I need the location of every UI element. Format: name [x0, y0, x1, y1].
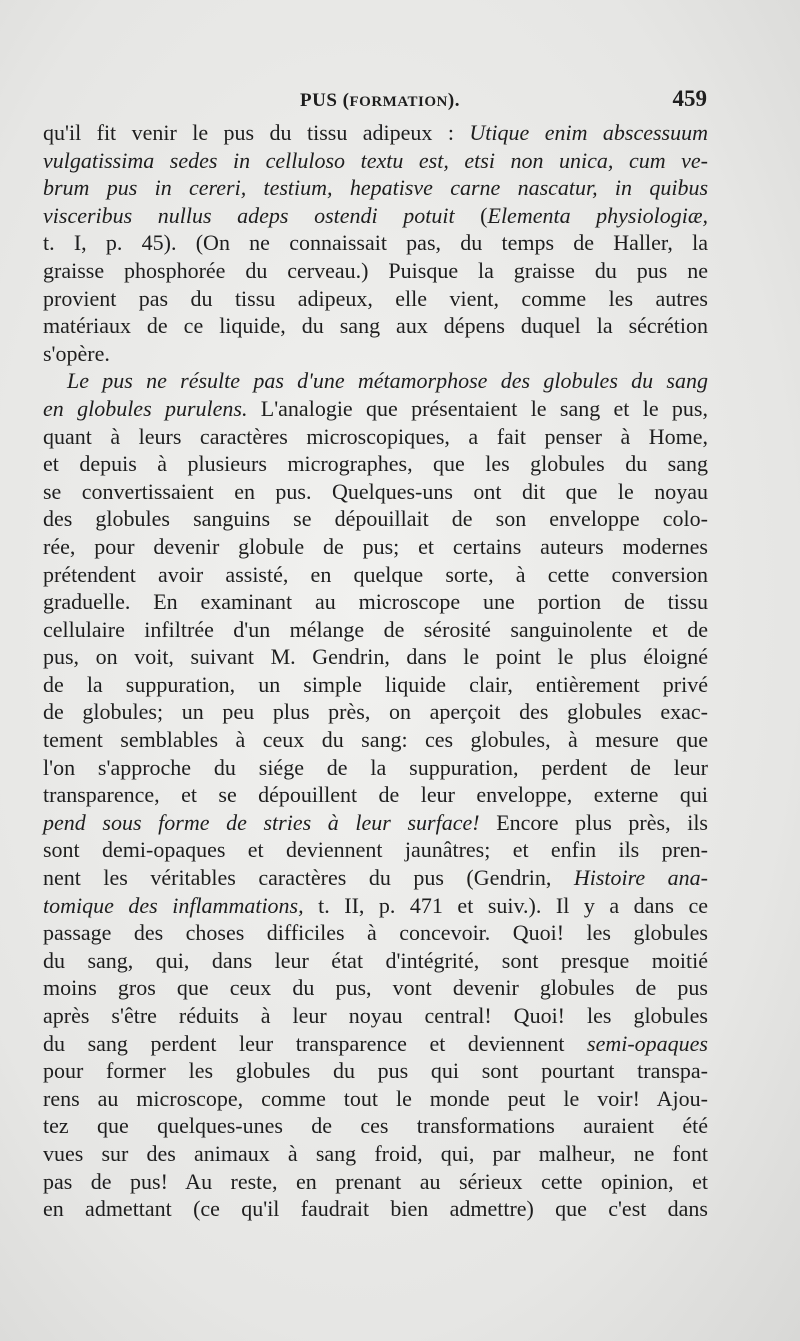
- text-line: qu'il fit venir le pus du tissu adipeux : Utique enim abscessuum: [43, 120, 709, 145]
- text-line: vues sur des animaux à sang froid, qui, par malheur, ne font: [43, 1140, 708, 1166]
- text-line: transparence, et se dépouillent de leur enveloppe, externe qui: [43, 782, 708, 808]
- text-line: s'opère.: [43, 340, 110, 366]
- text-line: matériaux de ce liquide, du sang aux dépens duquel la sécrétion: [43, 313, 708, 339]
- text-line: brum pus in cereri, testium, hepatisve carne nascatur, in quibus: [43, 175, 708, 201]
- page-number: 459: [672, 86, 707, 111]
- running-title-main: PUS (: [300, 90, 350, 111]
- text-line: du sang, qui, dans leur état d'intégrité, sont presque moitié: [43, 947, 708, 973]
- text-line: l'on s'approche du siége de la suppuration, perdent de leur: [43, 754, 708, 780]
- text-line: moins gros que ceux du pus, vont devenir globules de pus: [43, 975, 708, 1001]
- text-line: des globules sanguins se dépouillait de son enveloppe colo-: [43, 506, 708, 532]
- text-line: cellulaire infiltrée d'un mélange de sérosité sanguinolente et de: [43, 616, 708, 642]
- text-line: graisse phosphorée du cerveau.) Puisque la graisse du pus ne: [43, 257, 708, 283]
- text-line: pas de pus! Au reste, en prenant au sérieux cette opinion, et: [43, 1168, 708, 1194]
- text-line: en admettant (ce qu'il faudrait bien admettre) que c'est dans: [43, 1196, 708, 1222]
- text-line: de la suppuration, un simple liquide clair, entièrement privé: [43, 671, 708, 697]
- text-line: t. I, p. 45). (On ne connaissait pas, du temps de Haller, la: [43, 230, 708, 256]
- text-line: et depuis à plusieurs micrographes, que les globules du sang: [43, 451, 708, 477]
- text-line: de globules; un peu plus près, on aperçoit des globules exac-: [43, 699, 708, 725]
- text-line: rée, pour devenir globule de pus; et certains auteurs modernes: [43, 533, 708, 559]
- text-line: pus, on voit, suivant M. Gendrin, dans le point le plus éloigné: [43, 644, 708, 670]
- text-line: en globules purulens. L'analogie que présentaient le sang et le pus,: [43, 395, 708, 421]
- body-text: [43, 119, 708, 1223]
- text-line: du sang perdent leur transparence et deviennent semi-opaques: [43, 1030, 708, 1056]
- text-line: visceribus nullus adeps ostendi potuit (Elementa physiologiæ,: [43, 202, 709, 228]
- text-line: sont demi-opaques et deviennent jaunâtres; et enfin ils pren-: [43, 837, 708, 863]
- text-line: rens au microscope, comme tout le monde peut le voir! Ajou-: [43, 1085, 708, 1111]
- text-line: Le pus ne résulte pas d'une métamorphose des globules du sang: [67, 368, 708, 394]
- text-line: tement semblables à ceux du sang: ces globules, à mesure que: [43, 727, 708, 753]
- text-line: passage des choses difficiles à concevoir. Quoi! les globules: [43, 920, 708, 946]
- running-title-smallcaps: FORMATION: [349, 94, 448, 110]
- text-line: vulgatissima sedes in celluloso textu est, etsi non unica, cum ve-: [43, 147, 708, 173]
- text-line: quant à leurs caractères microscopiques, a fait penser à Home,: [43, 423, 708, 449]
- text-line: pour former les globules du pus qui sont pourtant transpa-: [43, 1058, 708, 1084]
- text-line: se convertissaient en pus. Quelques-uns ont dit que le noyau: [43, 478, 708, 504]
- text-line: nent les véritables caractères du pus (Gendrin, Histoire ana-: [43, 865, 708, 891]
- text-line: après s'être réduits à leur noyau central! Quoi! les globules: [43, 1003, 708, 1028]
- text-line: prétendent avoir assisté, en quelque sorte, à cette conversion: [43, 561, 708, 587]
- text-line: tez que quelques-unes de ces transformations auraient été: [43, 1113, 708, 1139]
- page-header: [0, 84, 800, 114]
- running-title-end: ).: [447, 90, 460, 111]
- text-line: graduelle. En examinant au microscope une portion de tissu: [43, 589, 708, 615]
- text-line: pend sous forme de stries à leur surface! Encore plus près, ils: [43, 809, 708, 835]
- text-line: provient pas du tissu adipeux, elle vient, comme les autres: [43, 285, 708, 311]
- running-title: [0, 90, 760, 112]
- text-line: tomique des inflammations, t. II, p. 471 et suiv.). Il y a dans ce: [43, 892, 708, 918]
